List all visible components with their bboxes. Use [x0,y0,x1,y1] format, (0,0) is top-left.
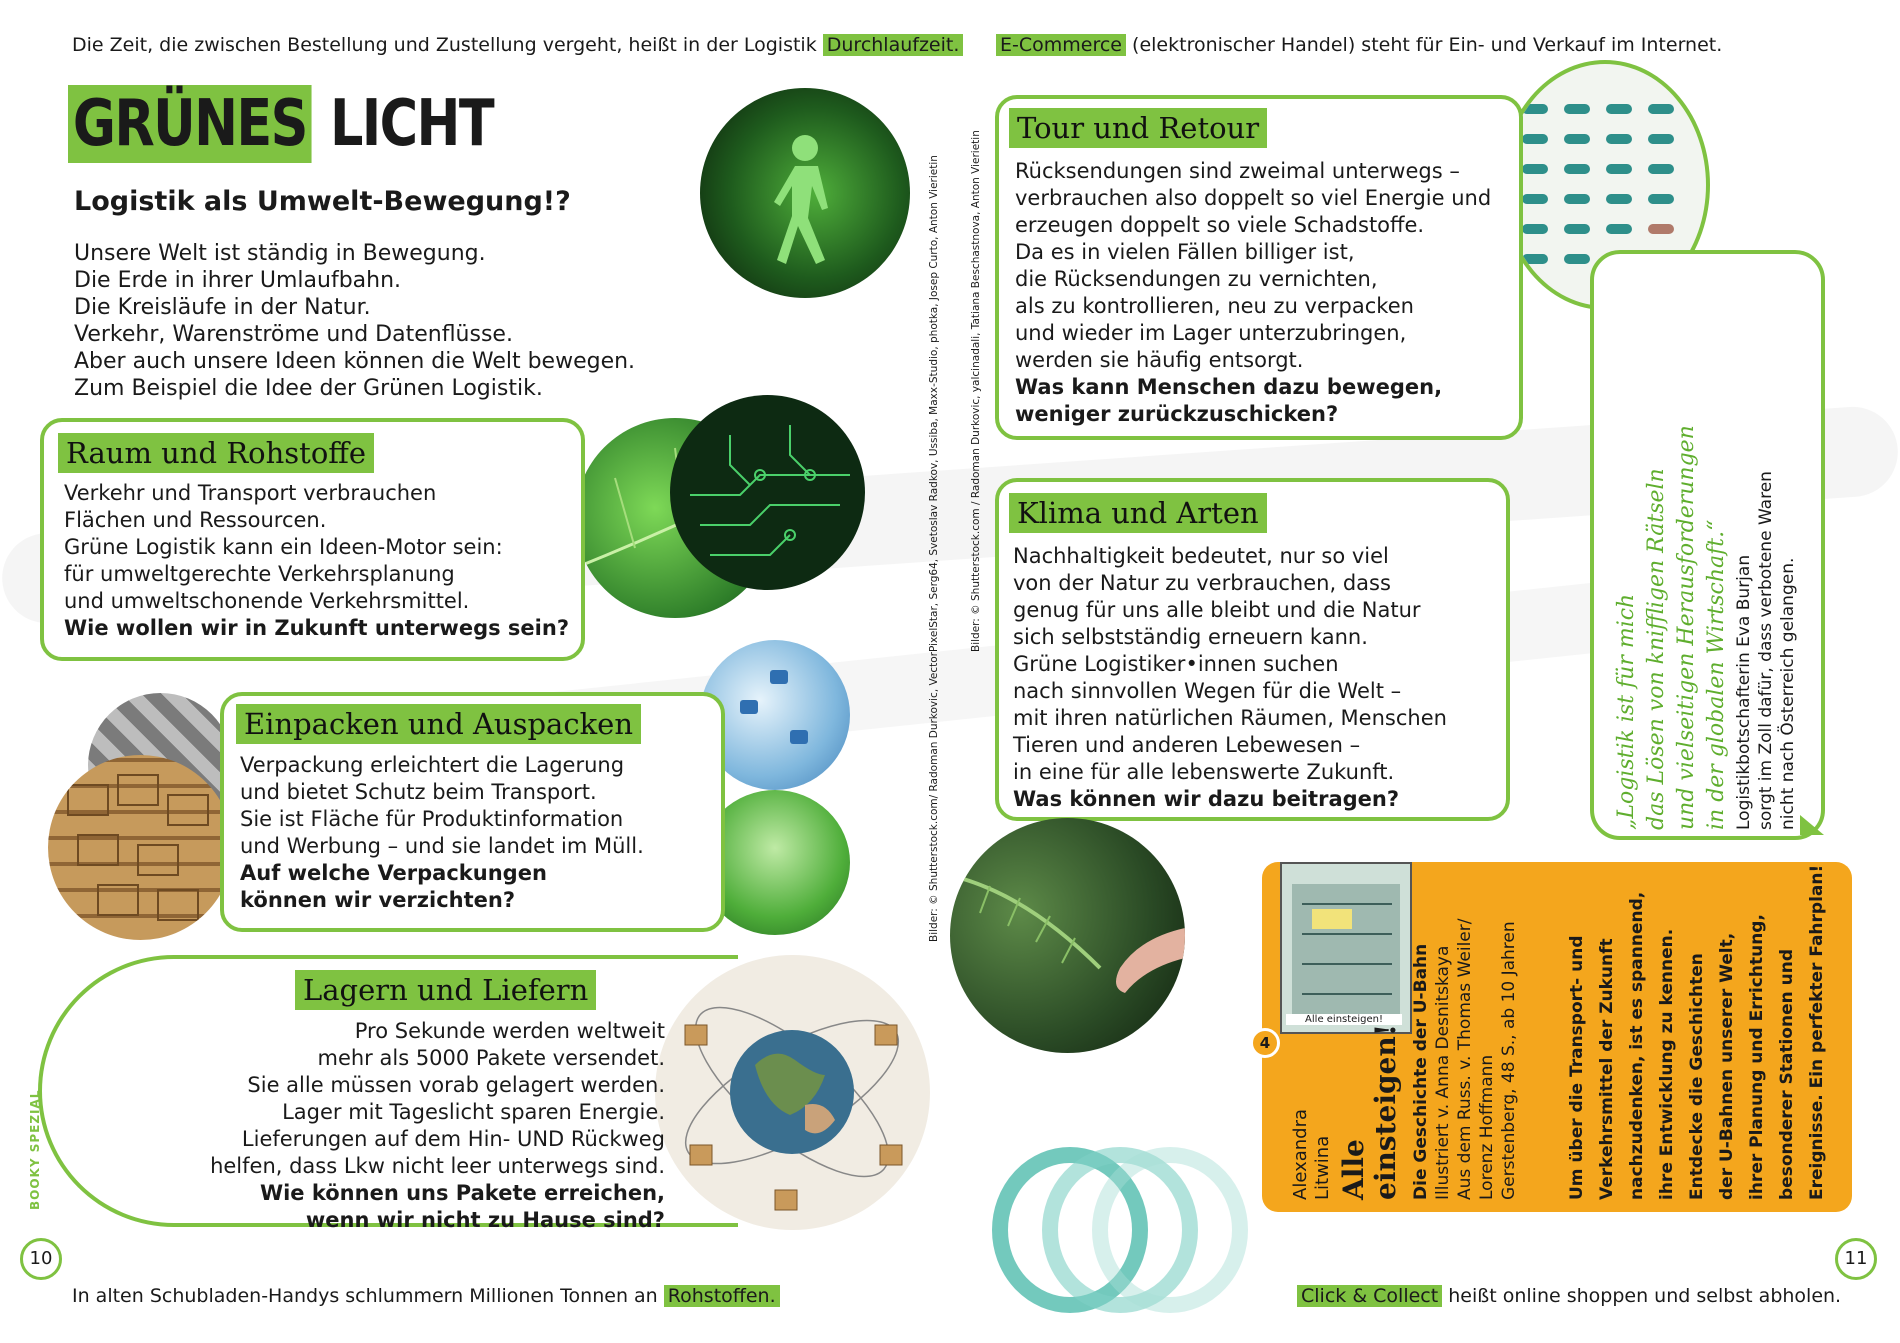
text-line: für umweltgerechte Verkehrsplanung [64,562,455,586]
cardboard-boxes-image [48,755,233,940]
text-line: Lager mit Tageslicht sparen Energie. [282,1100,665,1124]
section-text [140,1018,665,1234]
text-line: mit ihren natürlichen Räumen, Menschen [1013,706,1447,730]
book-author [1290,1109,1334,1200]
book-description-line: Entdecke die Geschichten [1687,953,1707,1200]
text-line: verbrauchen also doppelt so viel Energie und [1015,186,1492,210]
text-line: Nachhaltigkeit bedeutet, nur so viel [1013,544,1389,568]
quote-line: „Logistik ist für mich [1614,593,1639,830]
circuit-board-image [670,395,865,590]
fern-hand-image [950,818,1185,1053]
pedestrian-light-image [700,88,910,298]
quote-line: und vielseitigen Herausforderungen [1674,425,1699,830]
book-detail-line: Illustriert v. Anna Desnitskaya [1433,945,1453,1200]
magazine-label: BOOKY SPEZIAL [28,1089,42,1210]
bottom-right-note: Click & Collect heißt online shoppen und selbst abholen. [1297,1285,1841,1307]
section-title: Lagern und Liefern [295,970,596,1010]
top-left-note: Die Zeit, die zwischen Bestellung und Zustellung vergeht, heißt in der Logistik Durchlaufzeit. [72,34,963,56]
book-description-line: nachzudenken, ist es spannend, [1627,891,1647,1200]
book-description-line: ihre Entwicklung zu kennen. [1657,928,1677,1200]
text-line: Sie ist Fläche für Produktinformation [240,807,624,831]
text-line: Lieferungen auf dem Hin- UND Rückweg [241,1127,665,1151]
book-details [1410,919,1520,1200]
section-question: können wir verzichten? [240,888,516,912]
book-detail-line: Die Geschichte der U-Bahn [1411,943,1431,1200]
text-line: Rücksendungen sind zweimal unterwegs – [1015,159,1460,183]
book-description-line: Verkehrsmittel der Zukunft [1597,938,1617,1200]
book-cover-title: Alle einsteigen! [1286,1014,1402,1025]
intro-line: Verkehr, Warenströme und Datenflüsse. [74,322,513,347]
text-line: Tieren und anderen Lebewesen – [1013,733,1361,757]
section-question: Wie können uns Pakete erreichen, [259,1181,665,1205]
subtitle: Logistik als Umwelt-Bewegung!? [74,186,571,217]
page-title-part2: LICHT [330,87,494,161]
book-description-line: der U-Bahnen unserer Welt, [1717,932,1737,1200]
page-title: GRÜNES [68,85,365,163]
attribution-line: sorgt im Zoll dafür, dass verbotene Waren [1756,471,1776,830]
bottom-left-note: In alten Schubladen-Handys schlummern Millionen Tonnen an Rohstoffen. [72,1285,780,1307]
text-line: und bietet Schutz beim Transport. [240,780,597,804]
text-line: und wieder im Lager unterzubringen, [1015,321,1407,345]
page-number-right: 11 [1835,1238,1877,1280]
text-line: die Rücksendungen zu vernichten, [1015,267,1378,291]
book-description-line: besonderer Stationen und [1777,948,1797,1200]
page-number-left: 10 [20,1238,62,1280]
bubble-tail [1800,815,1824,835]
book-detail-line: Aus dem Russ. v. Thomas Weiler/ [1455,918,1475,1200]
quote-attribution [1733,471,1799,830]
section-question: Auf welche Verpackungen [240,861,547,885]
book-description-line: Um über die Transport- und [1567,935,1587,1200]
image-credits-left: Bilder: © Shutterstock.com/ Radoman Durkovic, VectorPixelStar, Serg64, Svetoslav Radkov, Ussiba, Maxx-Studio, photka, Josep Curto, Anton Vierietin [928,155,940,942]
text-line: sich selbstständig erneuern kann. [1013,625,1368,649]
attribution-line: nicht nach Österreich gelangen. [1778,557,1798,830]
decorative-rings [980,1120,1250,1335]
section-question: wenn wir nicht zu Hause sind? [305,1208,665,1232]
book-detail-line: Lorenz Hoffmann [1477,1054,1497,1200]
text-line: genug für uns alle bleibt und die Natur [1013,598,1421,622]
book-description [1562,865,1832,1200]
section-question: weniger zurückzuschicken? [1015,402,1339,426]
section-text [1013,543,1447,813]
text-line: als zu kontrollieren, neu zu verpacken [1015,294,1414,318]
top-right-note: E-Commerce (elektronischer Handel) steht für Ein- und Verkauf im Internet. [996,34,1722,56]
section-title: Klima und Arten [1009,493,1267,533]
earth-parcels-image [655,955,930,1230]
intro-text [74,240,635,402]
author-line: Alexandra [1290,1108,1311,1200]
text-line: und umweltschonende Verkehrsmittel. [64,589,470,613]
intro-line: Zum Beispiel die Idee der Grünen Logistik. [74,376,543,401]
text-line: helfen, dass Lkw nicht leer unterwegs sind. [210,1154,665,1178]
book-title-line: Alle [1337,1139,1370,1200]
text-line: von der Natur zu verbrauchen, dass [1013,571,1391,595]
attribution-line: Logistikbotschafterin Eva Burjan [1734,554,1754,830]
text-line: Grüne Logistik kann ein Ideen-Motor sein: [64,535,503,559]
intro-line: Die Erde in ihrer Umlaufbahn. [74,268,402,293]
text-line: Da es in vielen Fällen billiger ist, [1015,240,1355,264]
image-credits-right: Bilder: © Shutterstock.com / Radoman Durkovic, yalcinadali, Tatiana Beschastnova, Anton Vierietin [970,130,982,652]
book-description-line: Ereignisse. Ein perfekter Fahrplan! [1807,864,1827,1200]
intro-line: Aber auch unsere Ideen können die Welt bewegen. [74,349,636,374]
section-text [64,480,569,642]
author-line: Litwina [1312,1135,1333,1200]
text-line: Grüne Logistiker•innen suchen [1013,652,1339,676]
section-question: Was können wir dazu beitragen? [1013,787,1400,811]
text-line: nach sinnvollen Wegen für die Welt – [1013,679,1402,703]
text-line: Sie alle müssen vorab gelagert werden. [247,1073,665,1097]
section-title: Einpacken und Auspacken [236,704,641,744]
section-title: Tour und Retour [1009,108,1267,148]
text-line: in eine für alle lebenswerte Zukunft. [1013,760,1395,784]
section-text [1015,158,1491,428]
quote-line: das Lösen von kniffligen Rätseln [1644,468,1669,830]
quote-line: in der globalen Wirtschaft.“ [1704,519,1729,830]
book-description-line: ihrer Planung und Errichtung, [1747,914,1767,1200]
section-text [240,752,644,914]
section-question: Was kann Menschen dazu bewegen, [1015,375,1443,399]
book-title [1338,1024,1402,1200]
book-cover-image [1280,862,1412,1034]
text-line: Pro Sekunde werden weltweit [354,1019,665,1043]
book-detail-line: Gerstenberg, 48 S., ab 10 Jahren [1499,921,1519,1200]
text-line: Flächen und Ressourcen. [64,508,327,532]
section-title: Raum und Rohstoffe [58,433,374,473]
text-line: Verkehr und Transport verbrauchen [64,481,437,505]
book-number-badge: 4 [1250,1028,1280,1058]
text-line: und Werbung – und sie landet im Müll. [240,834,644,858]
text-line: mehr als 5000 Pakete versendet. [317,1046,665,1070]
intro-line: Die Kreisläufe in der Natur. [74,295,371,320]
text-line: Verpackung erleichtert die Lagerung [240,753,625,777]
intro-line: Unsere Welt ist ständig in Bewegung. [74,241,486,266]
quote-text [1612,425,1732,830]
text-line: erzeugen doppelt so viele Schadstoffe. [1015,213,1425,237]
text-line: werden sie häufig entsorgt. [1015,348,1304,372]
book-title-line: einsteigen! [1369,1024,1402,1200]
section-question: Wie wollen wir in Zukunft unterwegs sein? [64,616,569,640]
